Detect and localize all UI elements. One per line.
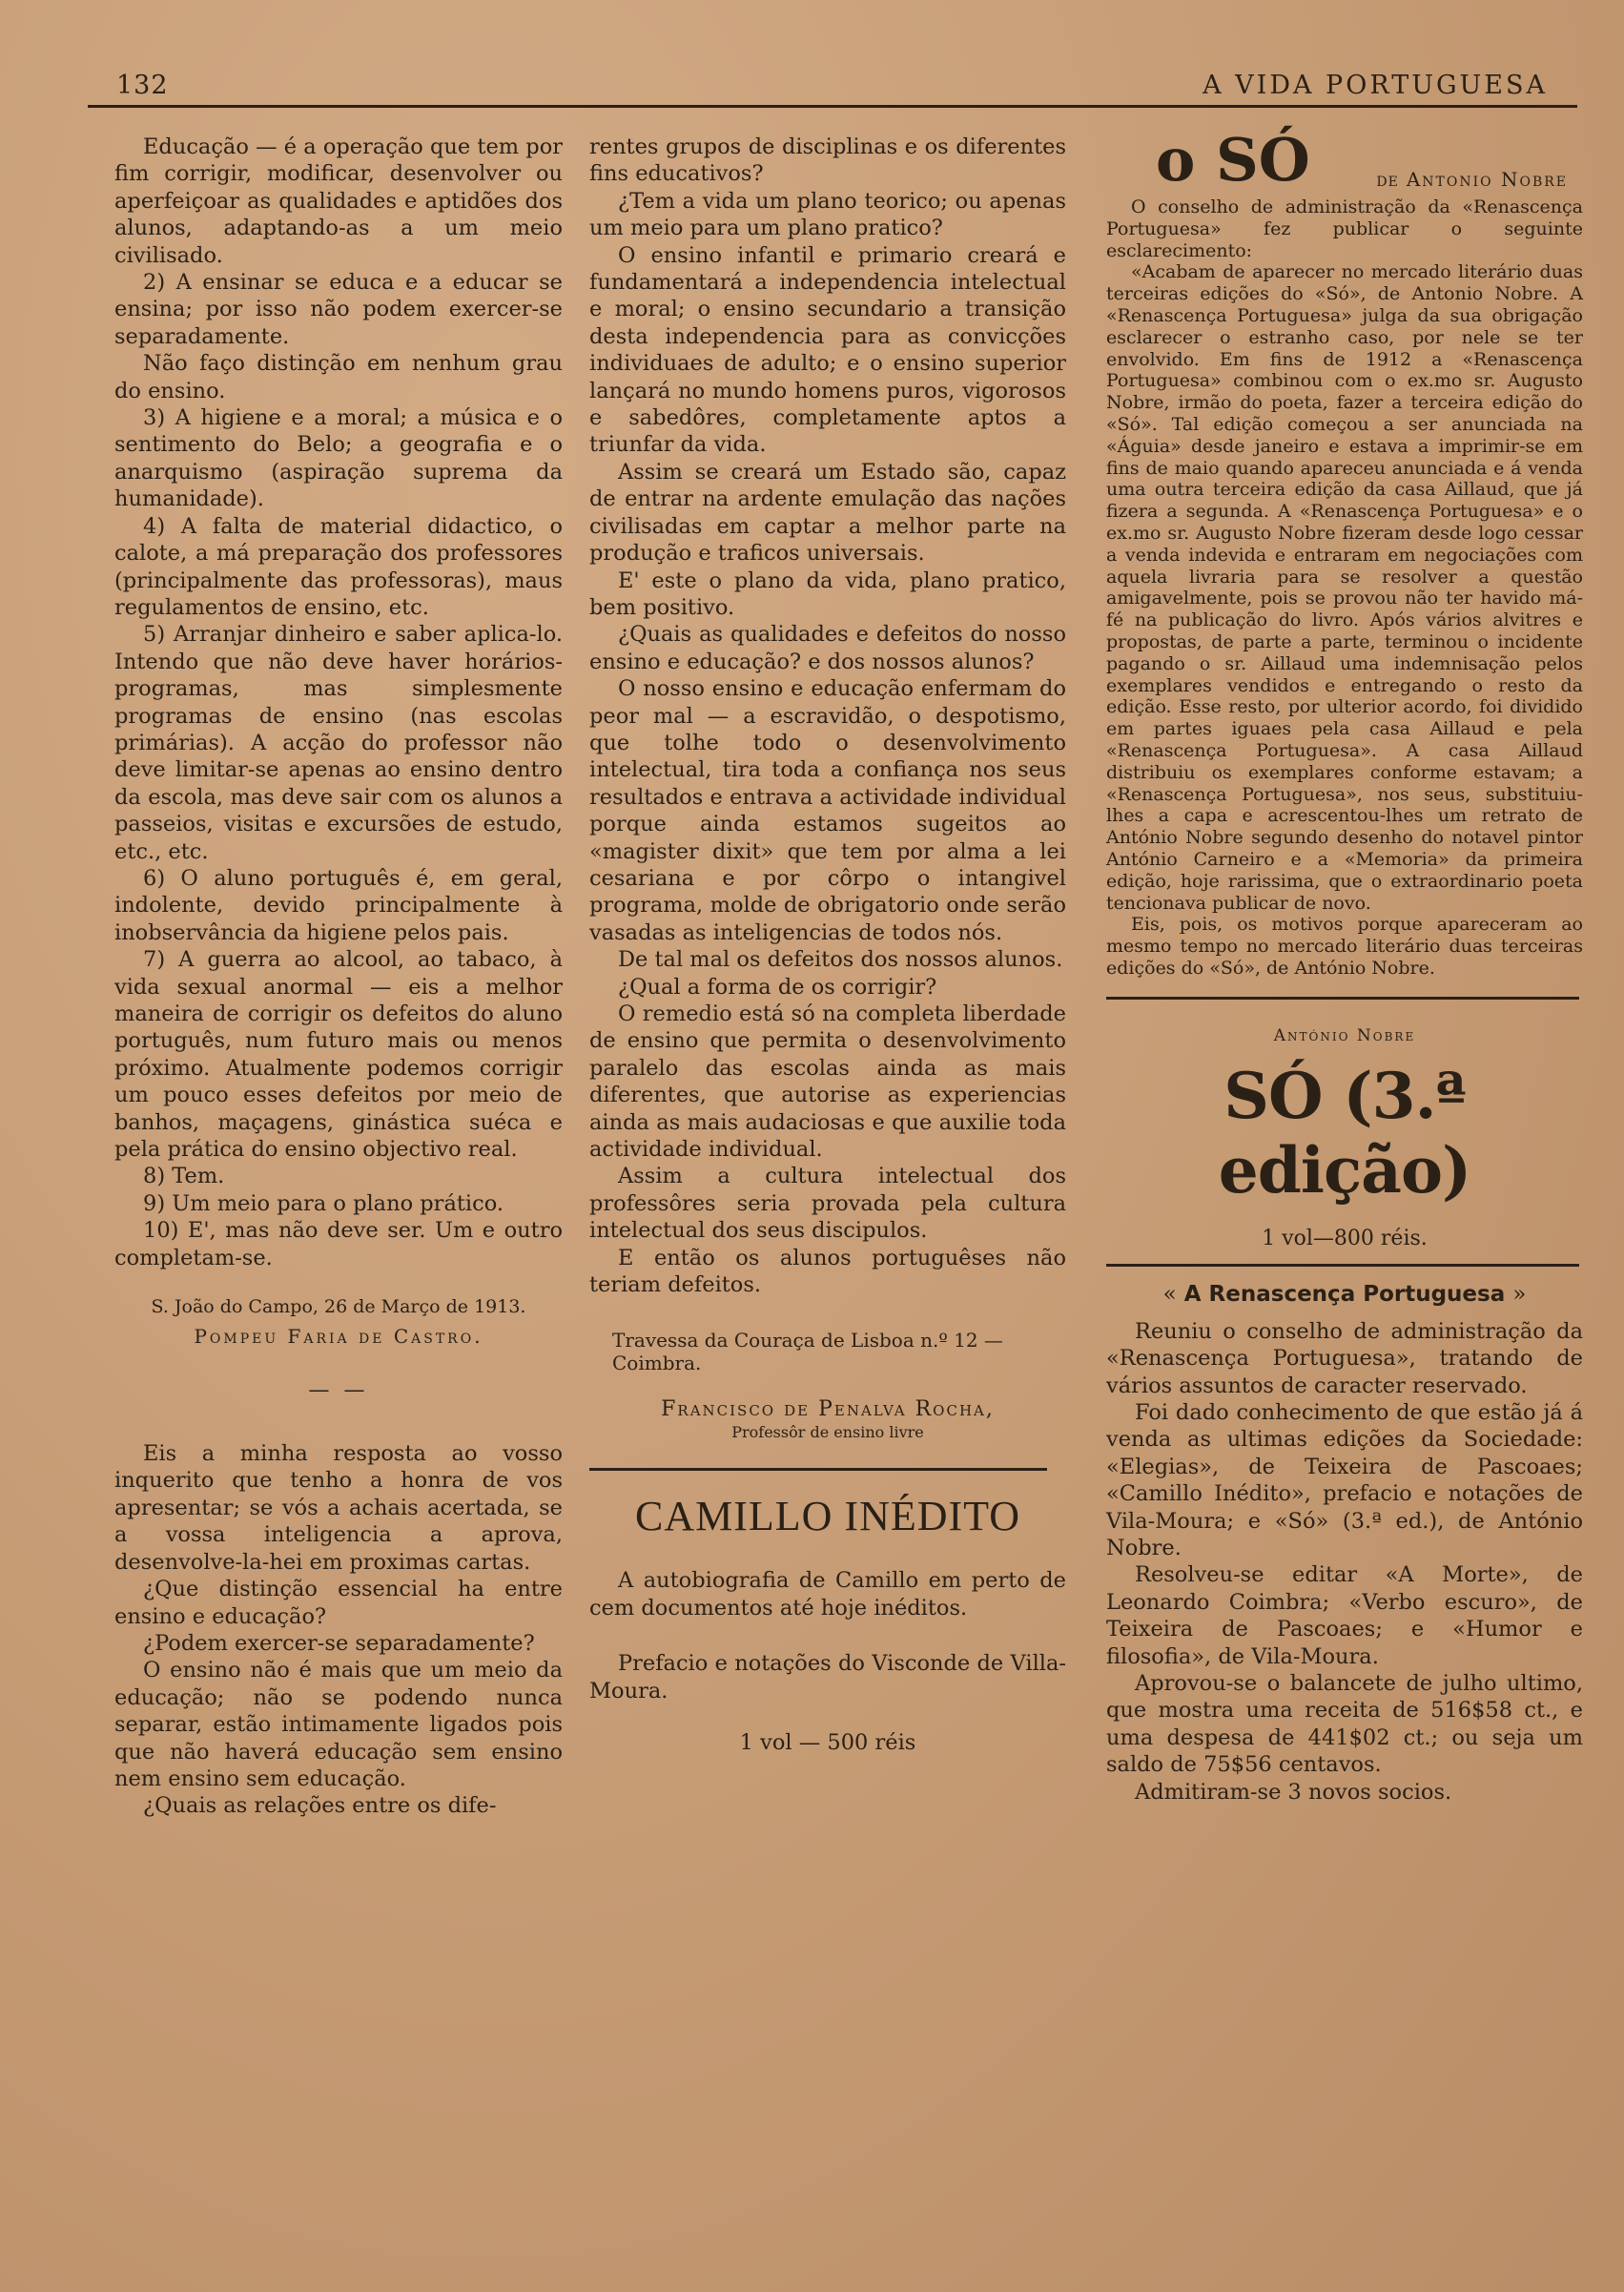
- paragraph: ¿Tem a vida um plano teorico; ou apenas um meio para um plano pratico?: [589, 188, 1066, 241]
- paragraph: 9) Um meio para o plano prático.: [143, 1190, 504, 1216]
- paragraph: 7) A guerra ao alcool, ao tabaco, à vida sexual anormal — eis a melhor maneira de corrigir os defeitos do aluno português, num futuro mais ou menos próximo. Atualmente podemos corrigir um pouco esses defeitos por meio de banhos, maçagens, ginástica suéca e pela prática do ensino objectivo real.: [114, 947, 563, 1163]
- paragraph: Foi dado conhecimento de que estão já á venda as ultimas edições da Sociedade: «Elegias», de Teixeira de Pascoaes; «Camillo Inédito», prefacio e notações de Vila-Moura; e «Só» (3.ª ed.), de António Nobre.: [1106, 1399, 1583, 1560]
- column-2: [589, 134, 1066, 1757]
- paragraph: De tal mal os defeitos dos nossos alunos.: [618, 947, 1063, 973]
- author-title: Professôr de ensino livre: [731, 1423, 924, 1442]
- article-author-name: Antonio Nobre: [1406, 168, 1568, 191]
- advert-prefacio: Prefacio e notações do Visconde de Villa-Moura.: [589, 1651, 1066, 1704]
- paragraph: 10) E', mas não deve ser. Um e outro completam-se.: [114, 1218, 563, 1270]
- advert-price: 1 vol — 500 réis: [739, 1730, 916, 1756]
- paragraph: O ensino não é mais que um meio da educação; não se podendo nunca separar, estão intimamente ligados pois que não haverá educação sem ensino nem ensino sem educação.: [114, 1658, 563, 1791]
- section-rule: [1106, 997, 1579, 1000]
- page-number: 132: [116, 71, 169, 100]
- column-1: [114, 134, 563, 1820]
- section-title: [1106, 1282, 1583, 1307]
- article-heading: [1106, 125, 1583, 195]
- section-rule: [1106, 1264, 1579, 1267]
- author-signature: Pompeu Faria de Castro.: [194, 1325, 483, 1349]
- advert-price: 1 vol—800 réis.: [1262, 1226, 1428, 1250]
- paragraph: E' este o plano da vida, plano pratico, bem positivo.: [589, 568, 1066, 620]
- paragraph: Assim a cultura intelectual dos professôres seria provada pela cultura intelectual dos seus discipulos.: [589, 1164, 1066, 1244]
- paragraph: O conselho de administração da «Renascença Portuguesa» fez publicar o seguinte esclarecimento:: [1106, 196, 1583, 261]
- paragraph: Não faço distinção em nenhum grau do ensino.: [114, 351, 563, 403]
- paragraph: «Acabam de aparecer no mercado literário duas terceiras edições do «Só», de Antonio Nobre. A «Renascença Portuguesa» julga da sua obrigação esclarecer o estranho caso, por nele se ter envolvido. Em fins de 1912 a «Renascença Portuguesa» combinou com o ex.mo sr. Augusto Nobre, irmão do poeta, fazer a terceira edição do «Só». Tal edição começou a ser anunciada na «Águia» desde janeiro e estava a imprimir-se em fins de maio quando apareceu anunciada e á venda uma outra terceira edição da casa Aillaud, que já fizera a segunda. A «Renascença Portuguesa» e o ex.mo sr. Augusto Nobre fizeram desde logo cessar a venda indevida e entraram em negociações com aquela livraria para se resolver a questão amigavelmente, pois se provou não ter havido má-fé na publicação do livro. Após vários alvitres e propostas, de parte a parte, terminou o incidente pagando o sr. Aillaud uma indemnisação pelos exemplares vendidos e entregando o resto da edição. Esse resto, por ulterior acordo, foi dividido em partes iguaes pela casa Aillaud e pela «Renascença Portuguesa». A casa Aillaud distribuiu os exemplares conforme estavam; a «Renascença Portuguesa», nos seus, substituiu-lhes a capa e acrescentou-lhes um retrato de António Nobre segundo desenho do notavel pintor António Carneiro e a «Memoria» da primeira edição, hoje rarissima, que o extraordinario poeta tencionava publicar de novo.: [1106, 261, 1583, 914]
- paragraph: rentes grupos de disciplinas e os diferentes fins educativos?: [589, 134, 1066, 187]
- paragraph: 2) A ensinar se educa e a educar se ensina; por isso não podem exercer-se separadamente.: [114, 270, 563, 349]
- advert-author: António Nobre: [1273, 1025, 1416, 1045]
- paragraph: 5) Arranjar dinheiro e saber aplica-lo. Intendo que não deve haver horários-programas, mas simplesmente programas de ensino (nas escolas primárias). A acção do professor não deve limitar-se apenas ao ensino dentro da escola, mas deve sair com os alunos a passeios, visitas e excursões de estudo, etc., etc.: [114, 622, 563, 864]
- paragraph: Eis a minha resposta ao vosso inquerito que tenho a honra de vos apresentar; se vós a achais acertada, se a vossa inteligencia a aprova, desenvolve-la-hei em proximas cartas.: [114, 1441, 563, 1575]
- paragraph: Eis, pois, os motivos porque apareceram ao mesmo tempo no mercado literário duas terceiras edições do «Só», de António Nobre.: [1106, 914, 1583, 979]
- paragraph: Aprovou-se o balancete de julho ultimo, que mostra uma receita de 516$58 ct., e uma despesa de 441$02 ct.; ou seja um saldo de 75$56 centavos.: [1106, 1670, 1583, 1778]
- article-title: o SÓ: [1156, 125, 1310, 195]
- article-author: [1376, 168, 1568, 191]
- running-title: A VIDA PORTUGUESA: [1203, 71, 1548, 100]
- address-line: Travessa da Couraça de Lisboa n.º 12 — Coimbra.: [612, 1329, 1003, 1375]
- paragraph: Educação — é a operação que tem por fim corrigir, modificar, desenvolver ou aperfeiçoar as qualidades e aptidões dos alunos, adaptando-as a um meio civilisado.: [114, 134, 563, 268]
- paragraph: E então os alunos portuguêses não teriam defeitos.: [589, 1245, 1066, 1298]
- quote-open: «: [1162, 1281, 1177, 1307]
- paragraph: 8) Tem.: [143, 1164, 225, 1189]
- date-line: S. João do Campo, 26 de Março de 1913.: [151, 1296, 526, 1318]
- paragraph: O remedio está só na completa liberdade de ensino que permita o desenvolvimento paralelo das escolas ainda as mais diferentes, que autorise as experiencias ainda as mais audaciosas e que auxilie toda actividade individual.: [589, 1001, 1066, 1163]
- paragraph: ¿Que distinção essencial ha entre ensino e educação?: [114, 1577, 563, 1629]
- advert-title: SÓ (3.ª edição): [1218, 1058, 1471, 1208]
- quote-close: »: [1512, 1281, 1527, 1307]
- paragraph: O ensino infantil e primario creará e fundamentará a independencia intelectual e moral; o ensino secundario a transição desta independencia para as convicções individuaes de adulto; e o ensino superior lançará no mundo homens puros, vigorosos e sabedôres, completamente aptos a triunfar da vida.: [589, 242, 1066, 458]
- section-rule: [589, 1468, 1047, 1471]
- section-title-text: A Renascença Portuguesa: [1183, 1281, 1506, 1307]
- paragraph: 3) A higiene e a moral; a música e o sentimento do Belo; a geografia e o anarquismo (aspiração suprema da humanidade).: [114, 405, 563, 512]
- paragraph: 4) A falta de material didactico, o calote, a má preparação dos professores (principalmente das professoras), maus regulamentos de ensino, etc.: [114, 513, 563, 620]
- paragraph: ¿Quais as relações entre os dife-: [143, 1793, 497, 1819]
- paragraph: ¿Quais as qualidades e defeitos do nosso ensino e educação? e dos nossos alunos?: [589, 622, 1066, 674]
- advert-title: CAMILLO INÉDITO: [634, 1493, 1021, 1540]
- advert-text: A autobiografia de Camillo em perto de cem documentos até hoje inéditos.: [589, 1568, 1066, 1621]
- author-signature: Francisco de Penalva Rocha,: [661, 1397, 995, 1422]
- paragraph: Assim se creará um Estado são, capaz de entrar na ardente emulação das nações civilisadas em captar a melhor parte na produção e traficos universais.: [589, 459, 1066, 567]
- paragraph: ¿Qual a forma de os corrigir?: [618, 974, 937, 1000]
- column-3: [1106, 125, 1583, 1806]
- paragraph: Reuniu o conselho de administração da «Renascença Portuguesa», tratando de vários assuntos de caracter reservado.: [1106, 1318, 1583, 1398]
- article-author-de: DE: [1376, 175, 1399, 190]
- paragraph: Resolveu-se editar «A Morte», de Leonardo Coimbra; «Verbo escuro», de Teixeira de Pascoaes; e «Humor e filosofia», de Vila-Moura.: [1106, 1562, 1583, 1669]
- header-rule: [88, 105, 1577, 108]
- section-separator: — —: [308, 1378, 369, 1403]
- paragraph: O nosso ensino e educação enfermam do peor mal — a escravidão, o despotismo, que tolhe todo o desenvolvimento intelectual, tira toda a confiança nos seus resultados e entrava a actividade individual porque ainda estamos sugeitos ao «magister dixit» que tem por alma a lei cesariana e por côrpo o intangivel programa, molde de obrigatorio onde serão vasadas as inteligencias de todos nós.: [589, 676, 1066, 945]
- paragraph: Admitiram-se 3 novos socios.: [1135, 1779, 1452, 1805]
- paragraph: ¿Podem exercer-se separadamente?: [143, 1630, 535, 1656]
- paragraph: 6) O aluno português é, em geral, indolente, devido principalmente à inobservância da higiene pelos pais.: [114, 865, 563, 945]
